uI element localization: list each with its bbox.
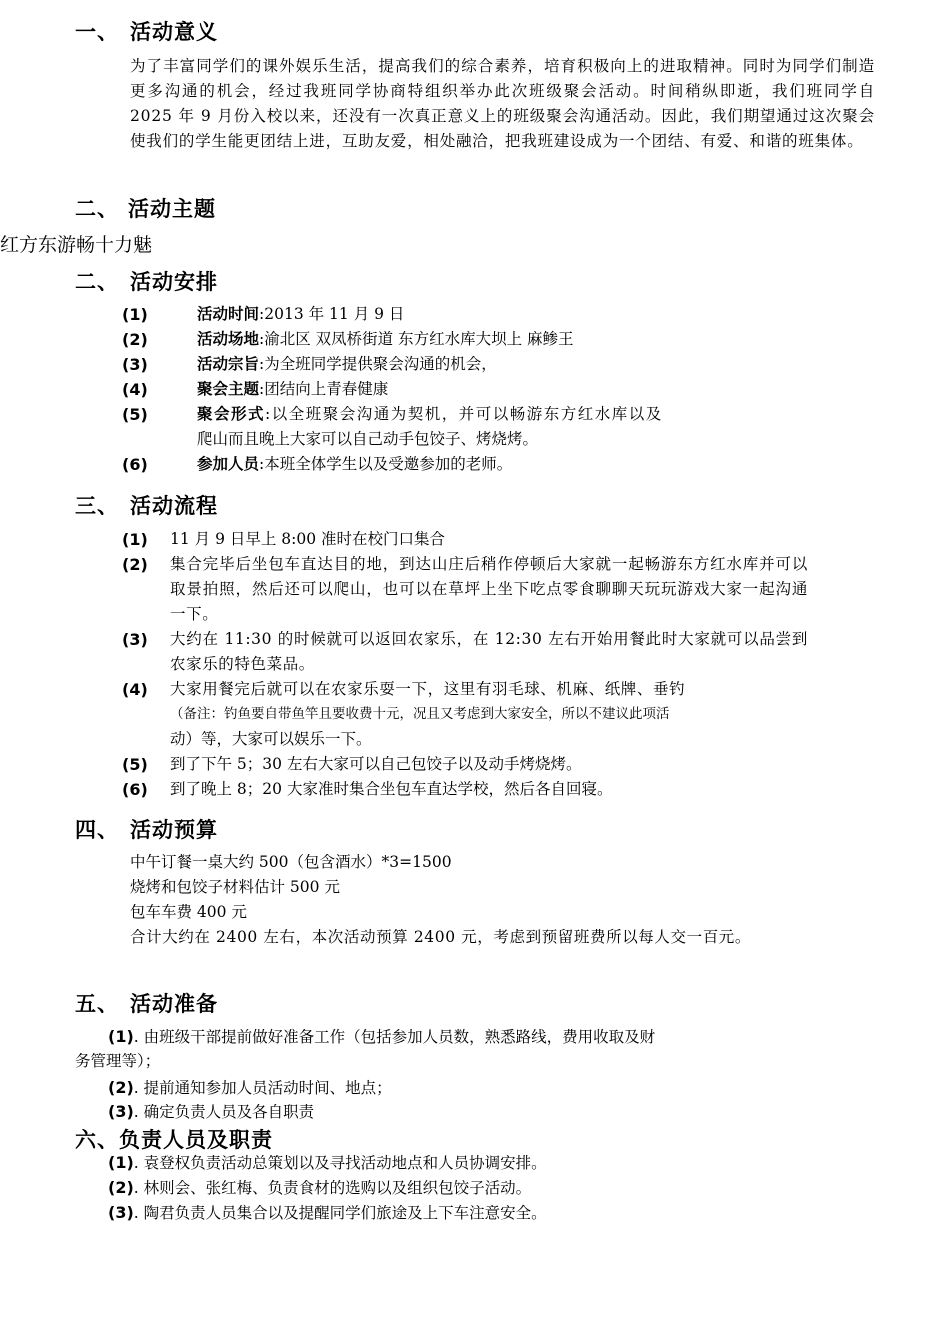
flow-item-text: 大家用餐完后就可以在农家乐耍一下，这里有羽毛球、机麻、纸牌、垂钓 — [170, 680, 686, 698]
arrangement-value: 渝北区 双凤桥街道 东方红水库大坝上 麻鲹王 — [264, 330, 574, 348]
prep-item — [108, 1075, 392, 1101]
section-2-number: 二、 — [75, 197, 119, 221]
section-2-title: 活动主题 — [128, 197, 216, 221]
flow-item-number: (6) — [122, 780, 148, 799]
arrangement-item: 活动时间:2013 年 11 月 9 日 — [197, 305, 405, 323]
prep-item-number: (1) — [108, 1027, 134, 1046]
prep-item-text: . 提前通知参加人员活动时间、地点； — [133, 1079, 392, 1097]
arrangement-item-number: (6) — [122, 455, 148, 474]
arrangement-item: 聚会主题:团结向上青春健康 — [197, 380, 389, 398]
duty-item-number: (3) — [108, 1203, 134, 1222]
arrangement-item: 活动场地:渝北区 双凤桥街道 东方红水库大坝上 麻鲹王 — [197, 330, 574, 348]
duty-item — [108, 1200, 547, 1226]
prep-item — [108, 1024, 655, 1050]
arrangement-item: 活动宗旨:为全班同学提供聚会沟通的机会， — [197, 355, 497, 373]
budget-total: 合计大约在 2400 左右，本次活动预算 2400 元，考虑到预留班费所以每人交一百元。 — [130, 928, 752, 946]
arrangement-label: 聚会主题 — [197, 380, 260, 398]
section-6-title: 活动准备 — [130, 992, 218, 1016]
arrangement-item-number: (4) — [122, 380, 148, 399]
flow-item-number: (5) — [122, 755, 148, 774]
flow-item-number: (3) — [122, 630, 148, 649]
duty-item — [108, 1175, 531, 1201]
arrangement-value: 为全班同学提供聚会沟通的机会， — [264, 355, 497, 373]
arrangement-value: 团结向上青春健康 — [264, 380, 389, 398]
duty-item-number: (2) — [108, 1178, 134, 1197]
prep-item-continued: 务管理等）； — [75, 1052, 161, 1070]
arrangement-item-number: (3) — [122, 355, 148, 374]
arrangement-label: 活动时间 — [197, 305, 260, 323]
arrangement-value: 2013 年 11 月 9 日 — [264, 305, 405, 323]
flow-item-number: (2) — [122, 555, 148, 574]
arrangement-label: 活动场地 — [197, 330, 260, 348]
duty-item-text: . 陶君负责人员集合以及提醒同学们旅途及上下车注意安全。 — [133, 1204, 547, 1222]
arrangement-item-number: (5) — [122, 405, 148, 424]
budget-line: 中午订餐一桌大约 500（包含酒水）*3=1500 — [130, 853, 452, 871]
duty-item-text: . 林则会、张红梅、负责食材的选购以及组织包饺子活动。 — [133, 1179, 532, 1197]
section-3-number: 二、 — [75, 270, 119, 294]
arrangement-label: 参加人员 — [197, 455, 260, 473]
prep-item — [108, 1099, 314, 1125]
arrangement-value-continued: 爬山而且晚上大家可以自己动手包饺子、烤烧烤。 — [197, 430, 539, 448]
section-1-number: 一、 — [75, 20, 119, 44]
flow-item-note: （备注：钓鱼要自带鱼竿且要收费十元，况且又考虑到大家安全，所以不建议此项活 — [170, 706, 670, 722]
arrangement-item-number: (2) — [122, 330, 148, 349]
arrangement-value: 以全班聚会沟通为契机，并可以畅游东方红水库以及 — [271, 405, 663, 423]
flow-item-text: 集合完毕后坐包车直达目的地，到达山庄后稍作停顿后大家就一起畅游东方红水库并可以取景拍照，然后还可以爬山，也可以在草坪上坐下吃点零食聊聊天玩玩游戏大家一起沟通一下。 — [170, 555, 808, 623]
prep-item-text: . 确定负责人员及各自职责 — [133, 1103, 315, 1121]
section-7-title: 六、负责人员及职责 — [75, 1128, 273, 1152]
duty-item — [108, 1150, 547, 1176]
prep-item-number: (3) — [108, 1102, 134, 1121]
arrangement-item: 参加人员:本班全体学生以及受邀参加的老师。 — [197, 455, 513, 473]
section-5-title: 活动预算 — [130, 818, 218, 842]
arrangement-item: 聚会形式:以全班聚会沟通为契机，并可以畅游东方红水库以及 — [197, 405, 663, 423]
section-4-number: 三、 — [75, 494, 119, 518]
arrangement-value: 本班全体学生以及受邀参加的老师。 — [264, 455, 513, 473]
prep-item-number: (2) — [108, 1078, 134, 1097]
flow-item-text: 大约在 11:30 的时候就可以返回农家乐，在 12:30 左右开始用餐此时大家就可以品尝到农家乐的特色菜品。 — [170, 630, 808, 673]
flow-item-number: (4) — [122, 680, 148, 699]
section-3-title: 活动安排 — [130, 270, 218, 294]
arrangement-label: 活动宗旨 — [197, 355, 260, 373]
theme-slogan: 红方东游畅十力魅 — [0, 234, 153, 256]
arrangement-item-number: (1) — [122, 305, 148, 324]
flow-item-number: (1) — [122, 530, 148, 549]
duty-item-number: (1) — [108, 1153, 134, 1172]
section-1-title: 活动意义 — [130, 20, 218, 44]
flow-item-text: 到了晚上 8；20 大家准时集合坐包车直达学校，然后各自回寝。 — [170, 780, 613, 798]
prep-item-text: . 由班级干部提前做好准备工作（包括参加人员数，熟悉路线，费用收取及财 — [133, 1028, 656, 1046]
section-4-title: 活动流程 — [130, 494, 218, 518]
section-6-number: 五、 — [75, 992, 119, 1016]
section-1-body: 为了丰富同学们的课外娱乐生活，提高我们的综合素养，培育积极向上的进取精神。同时为同学们制造更多沟通的机会，经过我班同学协商特组织举办此次班级聚会活动。时间稍纵即逝，我们班同学自 2025 年 9 月份入校以来，还没有一次真正意义上的班级聚会沟通活动。因此，我们期望通过这次聚会使我们的学生能更团结上进，互助友爱，相处融洽，把我班建设成为一个团结、有爱、和谐的班集体。 — [130, 57, 875, 150]
budget-line: 烧烤和包饺子材料估计 500 元 — [130, 878, 340, 896]
arrangement-label: 聚会形式 — [197, 405, 266, 423]
flow-item-text: 到了下午 5；30 左右大家可以自己包饺子以及动手烤烧烤。 — [170, 755, 582, 773]
flow-item-text: 11 月 9 日早上 8:00 准时在校门口集合 — [170, 530, 446, 548]
budget-line: 包车车费 400 元 — [130, 903, 247, 921]
section-5-number: 四、 — [75, 818, 119, 842]
duty-item-text: . 袁登权负责活动总策划以及寻找活动地点和人员协调安排。 — [133, 1154, 547, 1172]
flow-item-text-continued: 动）等，大家可以娱乐一下。 — [170, 730, 372, 748]
